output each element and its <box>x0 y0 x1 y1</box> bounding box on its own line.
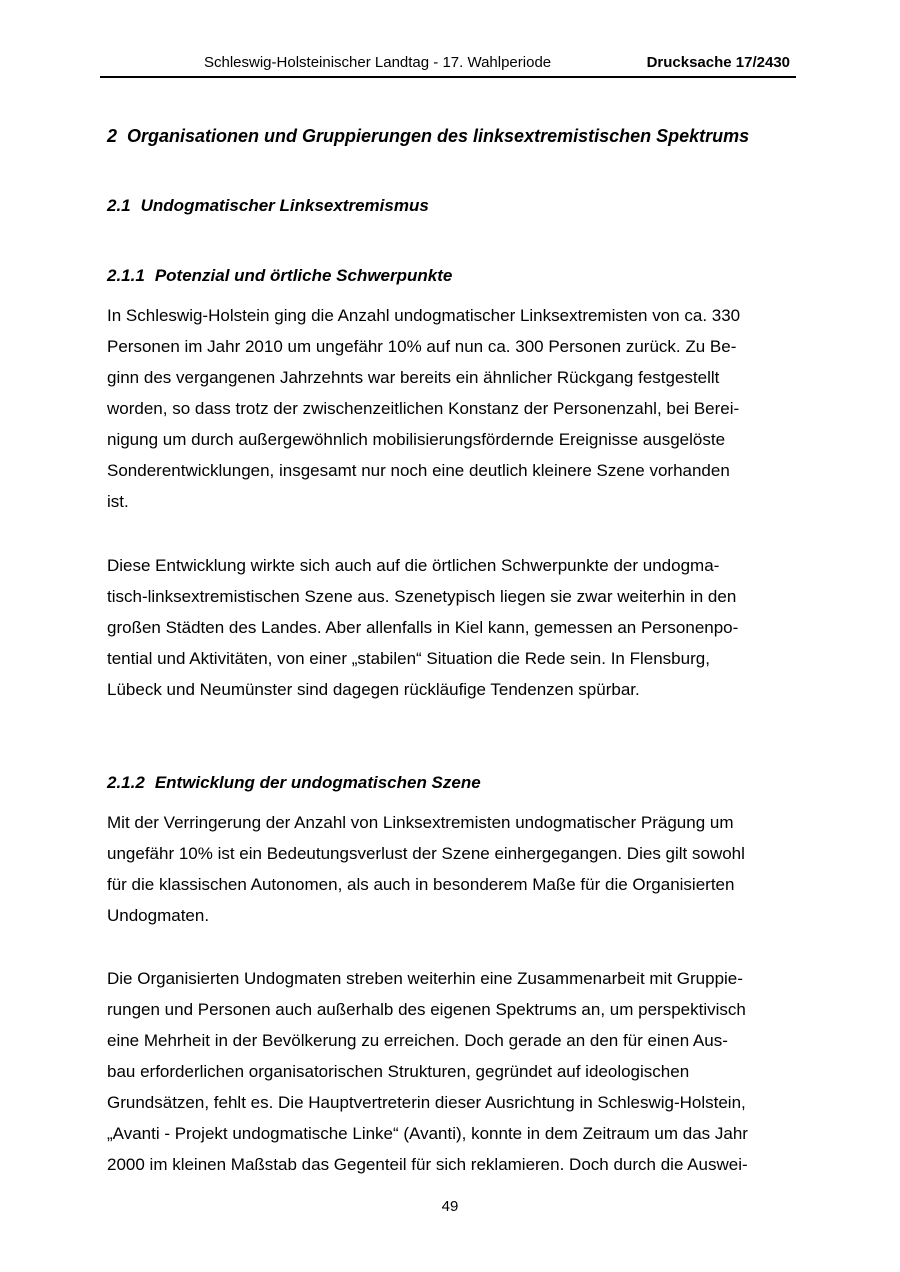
text-line: für die klassischen Autonomen, als auch in besonderem Maße für die Organisierten <box>107 875 735 894</box>
text-line: Sonderentwicklungen, insgesamt nur noch eine deutlich kleinere Szene vorhanden <box>107 461 730 480</box>
text-line: großen Städten des Landes. Aber allenfalls in Kiel kann, gemessen an Personenpo- <box>107 618 739 637</box>
text-line: bau erforderlichen organisatorischen Strukturen, gegründet auf ideologischen <box>107 1062 690 1081</box>
heading-text: Entwicklung der undogmatischen Szene <box>154 773 481 792</box>
heading-text: Undogmatischer Linksextremismus <box>140 196 429 215</box>
text-line: tential und Aktivitäten, von einer „stabilen“ Situation die Rede sein. In Flensburg, <box>107 649 710 668</box>
text-line: Personen im Jahr 2010 um ungefähr 10% auf nun ca. 300 Personen zurück. Zu Be- <box>107 337 737 356</box>
section-heading-2-1-2 <box>107 773 481 793</box>
text-line: 2000 im kleinen Maßstab das Gegenteil für sich reklamieren. Doch durch die Auswei- <box>107 1155 748 1174</box>
heading-number: 2 <box>107 126 118 146</box>
text-line: worden, so dass trotz der zwischenzeitlichen Konstanz der Personenzahl, bei Berei- <box>107 399 740 418</box>
text-line: In Schleswig-Holstein ging die Anzahl undogmatischer Linksextremisten von ca. 330 <box>107 306 741 325</box>
text-line: „Avanti - Projekt undogmatische Linke“ (Avanti), konnte in dem Zeitraum um das Jahr <box>107 1124 748 1143</box>
text-line: ungefähr 10% ist ein Bedeutungsverlust der Szene einhergegangen. Dies gilt sowohl <box>107 844 745 863</box>
section-heading-2 <box>107 126 749 147</box>
section-heading-2-1 <box>107 196 429 216</box>
text-line: Lübeck und Neumünster sind dagegen rückläufige Tendenzen spürbar. <box>107 680 640 699</box>
heading-number: 2.1.2 <box>107 773 145 792</box>
text-line: ginn des vergangenen Jahrzehnts war bereits ein ähnlicher Rückgang festgestellt <box>107 368 720 387</box>
document-number: Drucksache 17/2430 <box>646 54 790 71</box>
text-line: Diese Entwicklung wirkte sich auch auf die örtlichen Schwerpunkte der undogma- <box>107 556 720 575</box>
heading-text: Potenzial und örtliche Schwerpunkte <box>154 266 453 285</box>
section-heading-2-1-1 <box>107 266 452 286</box>
text-line: tisch-linksextremistischen Szene aus. Szenetypisch liegen sie zwar weiterhin in den <box>107 587 737 606</box>
text-line: Die Organisierten Undogmaten streben weiterhin eine Zusammenarbeit mit Gruppie- <box>107 969 743 988</box>
page-header <box>100 54 796 78</box>
text-line: rungen und Personen auch außerhalb des eigenen Spektrums an, um perspektivisch <box>107 1000 746 1019</box>
text-line: eine Mehrheit in der Bevölkerung zu erreichen. Doch gerade an den für einen Aus- <box>107 1031 728 1050</box>
heading-number: 2.1.1 <box>107 266 145 285</box>
text-line: Undogmaten. <box>107 906 210 925</box>
text-line: ist. <box>107 492 129 511</box>
heading-number: 2.1 <box>107 196 131 215</box>
header-title: Schleswig-Holsteinischer Landtag - 17. Wahlperiode <box>204 54 552 71</box>
text-line: Mit der Verringerung der Anzahl von Linksextremisten undogmatischer Prägung um <box>107 813 734 832</box>
text-line: Grundsätzen, fehlt es. Die Hauptvertreterin dieser Ausrichtung in Schleswig-Holstein, <box>107 1093 746 1112</box>
heading-text: Organisationen und Gruppierungen des linksextremistischen Spektrums <box>127 126 750 146</box>
text-line: nigung um durch außergewöhnlich mobilisierungsfördernde Ereignisse ausgelöste <box>107 430 726 449</box>
page-number: 49 <box>441 1198 459 1215</box>
